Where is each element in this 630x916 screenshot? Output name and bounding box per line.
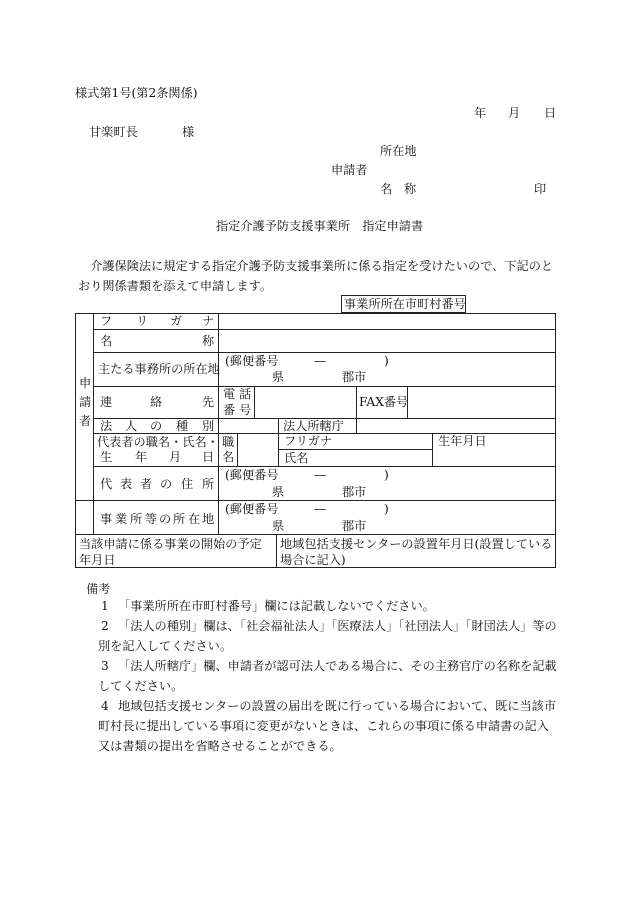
- rep-postal-close: ): [384, 468, 389, 482]
- contact-char-3: 先: [202, 395, 215, 409]
- main-prefecture-label: 県: [272, 370, 285, 384]
- rep-birth-char-2: 年: [135, 450, 148, 464]
- date-day-label: 日: [544, 106, 557, 120]
- corp-type-char-3: の: [150, 419, 163, 433]
- position-label-1: 職: [222, 435, 235, 449]
- rule-row-3: [93, 386, 556, 387]
- note-3-number: 3: [101, 659, 109, 673]
- rule-authority-value: [356, 418, 357, 433]
- rep-county-city-label: 郡市: [342, 485, 367, 499]
- rule-phone-label: [254, 386, 255, 418]
- furigana-char-1: フ: [100, 314, 113, 328]
- center-date-label-1: 地域包括支援センターの設置年月日(設置している: [280, 537, 553, 551]
- furigana-char-2: リ: [136, 314, 149, 328]
- main-postal-open: (郵便番号: [225, 354, 279, 368]
- phone-label-1: 電 話: [223, 387, 252, 401]
- main-county-city-label: 郡市: [342, 370, 367, 384]
- furigana-char-4: ナ: [202, 314, 215, 328]
- addressee: 甘楽町長: [89, 125, 138, 139]
- rep-address-char-3: 者: [140, 477, 153, 491]
- rule-start-center: [276, 535, 277, 568]
- office-address-char-5: の: [159, 512, 172, 526]
- rule-fax-left: [356, 386, 357, 418]
- office-prefecture-label: 県: [272, 519, 285, 533]
- furigana-char-3: ガ: [170, 314, 183, 328]
- office-county-city-label: 郡市: [342, 519, 367, 533]
- rep-title-line-1: 代表者の職名・氏名・: [97, 435, 219, 449]
- rule-row-7: [75, 500, 556, 501]
- office-address-char-3: 所: [130, 512, 143, 526]
- office-address-char-2: 業: [115, 512, 128, 526]
- rep-full-name-label: 氏名: [284, 451, 309, 465]
- note-1-number: 1: [101, 599, 109, 613]
- rep-furigana-label: フリガナ: [284, 434, 333, 448]
- corp-type-char-2: 人: [125, 419, 138, 433]
- rule-col-label: [218, 313, 219, 535]
- applicant-vertical-1: 申: [79, 376, 92, 390]
- corp-authority-label: 法人所轄庁: [283, 419, 344, 433]
- office-postal-dash: —: [314, 502, 327, 516]
- office-postal-close: ): [384, 502, 389, 516]
- rule-row-1: [93, 329, 556, 330]
- office-postal-open: (郵便番号: [225, 502, 279, 516]
- addressee-honorific: 様: [182, 125, 195, 139]
- form-number: 様式第1号(第2条関係): [75, 86, 198, 100]
- corp-type-char-5: 別: [202, 419, 215, 433]
- rep-birth-char-4: 日: [202, 450, 215, 464]
- office-address-char-6: 所: [173, 512, 186, 526]
- document-title: 指定介護予防支援事業所 指定申請書: [216, 219, 424, 233]
- name-label-char-2: 称: [404, 182, 417, 196]
- notes-heading: 備考: [86, 582, 111, 596]
- rep-birth-char-1: 生: [100, 450, 113, 464]
- rep-birth-date-label: 生年月日: [438, 434, 487, 448]
- phone-label-2: 番 号: [223, 403, 252, 417]
- office-address-char-4: 等: [145, 512, 158, 526]
- rep-address-char-4: の: [160, 477, 173, 491]
- note-1-text: 「事業所所在市町村番号」欄には記載しないでください。: [118, 599, 435, 613]
- main-postal-close: ): [384, 354, 389, 368]
- applicant-vertical-3: 者: [79, 414, 92, 428]
- rep-prefecture-label: 県: [272, 485, 285, 499]
- intro-paragraph: 介護保険法に規定する指定介護予防支援事業所に係る指定を受けたいので、下記のとおり関係書類を添えて申請します。: [78, 259, 554, 293]
- date-year-label: 年: [474, 106, 487, 120]
- rule-row-6: [93, 466, 556, 467]
- date-month-label: 月: [508, 106, 521, 120]
- rep-birth-char-3: 月: [169, 450, 182, 464]
- rep-address-char-6: 所: [202, 477, 215, 491]
- rep-postal-open: (郵便番号: [225, 468, 279, 482]
- main-office-address-label: 主たる事務所の所在地: [98, 362, 220, 376]
- start-date-label-1: 当該申請に係る事業の開始の予定: [79, 537, 262, 551]
- rep-address-char-1: 代: [100, 477, 113, 491]
- main-postal-dash: —: [314, 354, 327, 368]
- contact-char-1: 連: [100, 395, 113, 409]
- office-address-char-7: 在: [188, 512, 201, 526]
- rule-row-2: [93, 352, 556, 353]
- fax-label: FAX番号: [359, 395, 409, 409]
- applicant-label: 申請者: [331, 163, 368, 177]
- contact-char-2: 絡: [150, 395, 163, 409]
- rep-address-char-2: 表: [120, 477, 133, 491]
- name-label-char-1: 名: [380, 182, 393, 196]
- corp-type-char-1: 法: [100, 419, 113, 433]
- location-label: 所在地: [380, 144, 417, 158]
- note-4-number: 4: [101, 699, 109, 713]
- note-2-text: 「法人の種別」欄は、「社会福祉法人」「医療法人」「社団法人」「財団法人」等の別を記入してください。: [98, 619, 557, 653]
- rule-position-value: [237, 433, 238, 466]
- rep-address-char-5: 住: [181, 477, 194, 491]
- rule-name-split: [278, 449, 432, 450]
- rule-col-applicant: [93, 313, 94, 535]
- office-address-char-1: 事: [100, 512, 113, 526]
- name-char-2: 称: [202, 334, 215, 348]
- rule-corp-authority: [278, 418, 279, 466]
- office-code-label: 事業所所在市町村番号: [344, 297, 466, 311]
- note-2-number: 2: [101, 619, 109, 633]
- corp-type-char-4: 種: [176, 419, 189, 433]
- name-char-1: 名: [100, 334, 113, 348]
- seal-mark: 印: [534, 182, 547, 196]
- applicant-vertical-2: 請: [79, 395, 92, 409]
- start-date-label-2: 年月日: [79, 553, 116, 567]
- rep-postal-dash: —: [314, 468, 327, 482]
- position-label-2: 名: [222, 450, 235, 464]
- note-3-text: 「法人所轄庁」欄、申請者が認可法人である場合に、その主務官庁の名称を記載してください。: [98, 659, 557, 693]
- office-address-char-8: 地: [202, 512, 215, 526]
- center-date-label-2: 場合に記入): [280, 553, 346, 567]
- note-4-text: 地域包括支援センターの設置の届出を既に行っている場合において、既に当該市町村長に提出している事項に変更がないときは、これらの事項に係る申請書の記入又は書類の提出を省略させることができる。: [98, 699, 557, 753]
- rule-birth-date: [432, 433, 433, 466]
